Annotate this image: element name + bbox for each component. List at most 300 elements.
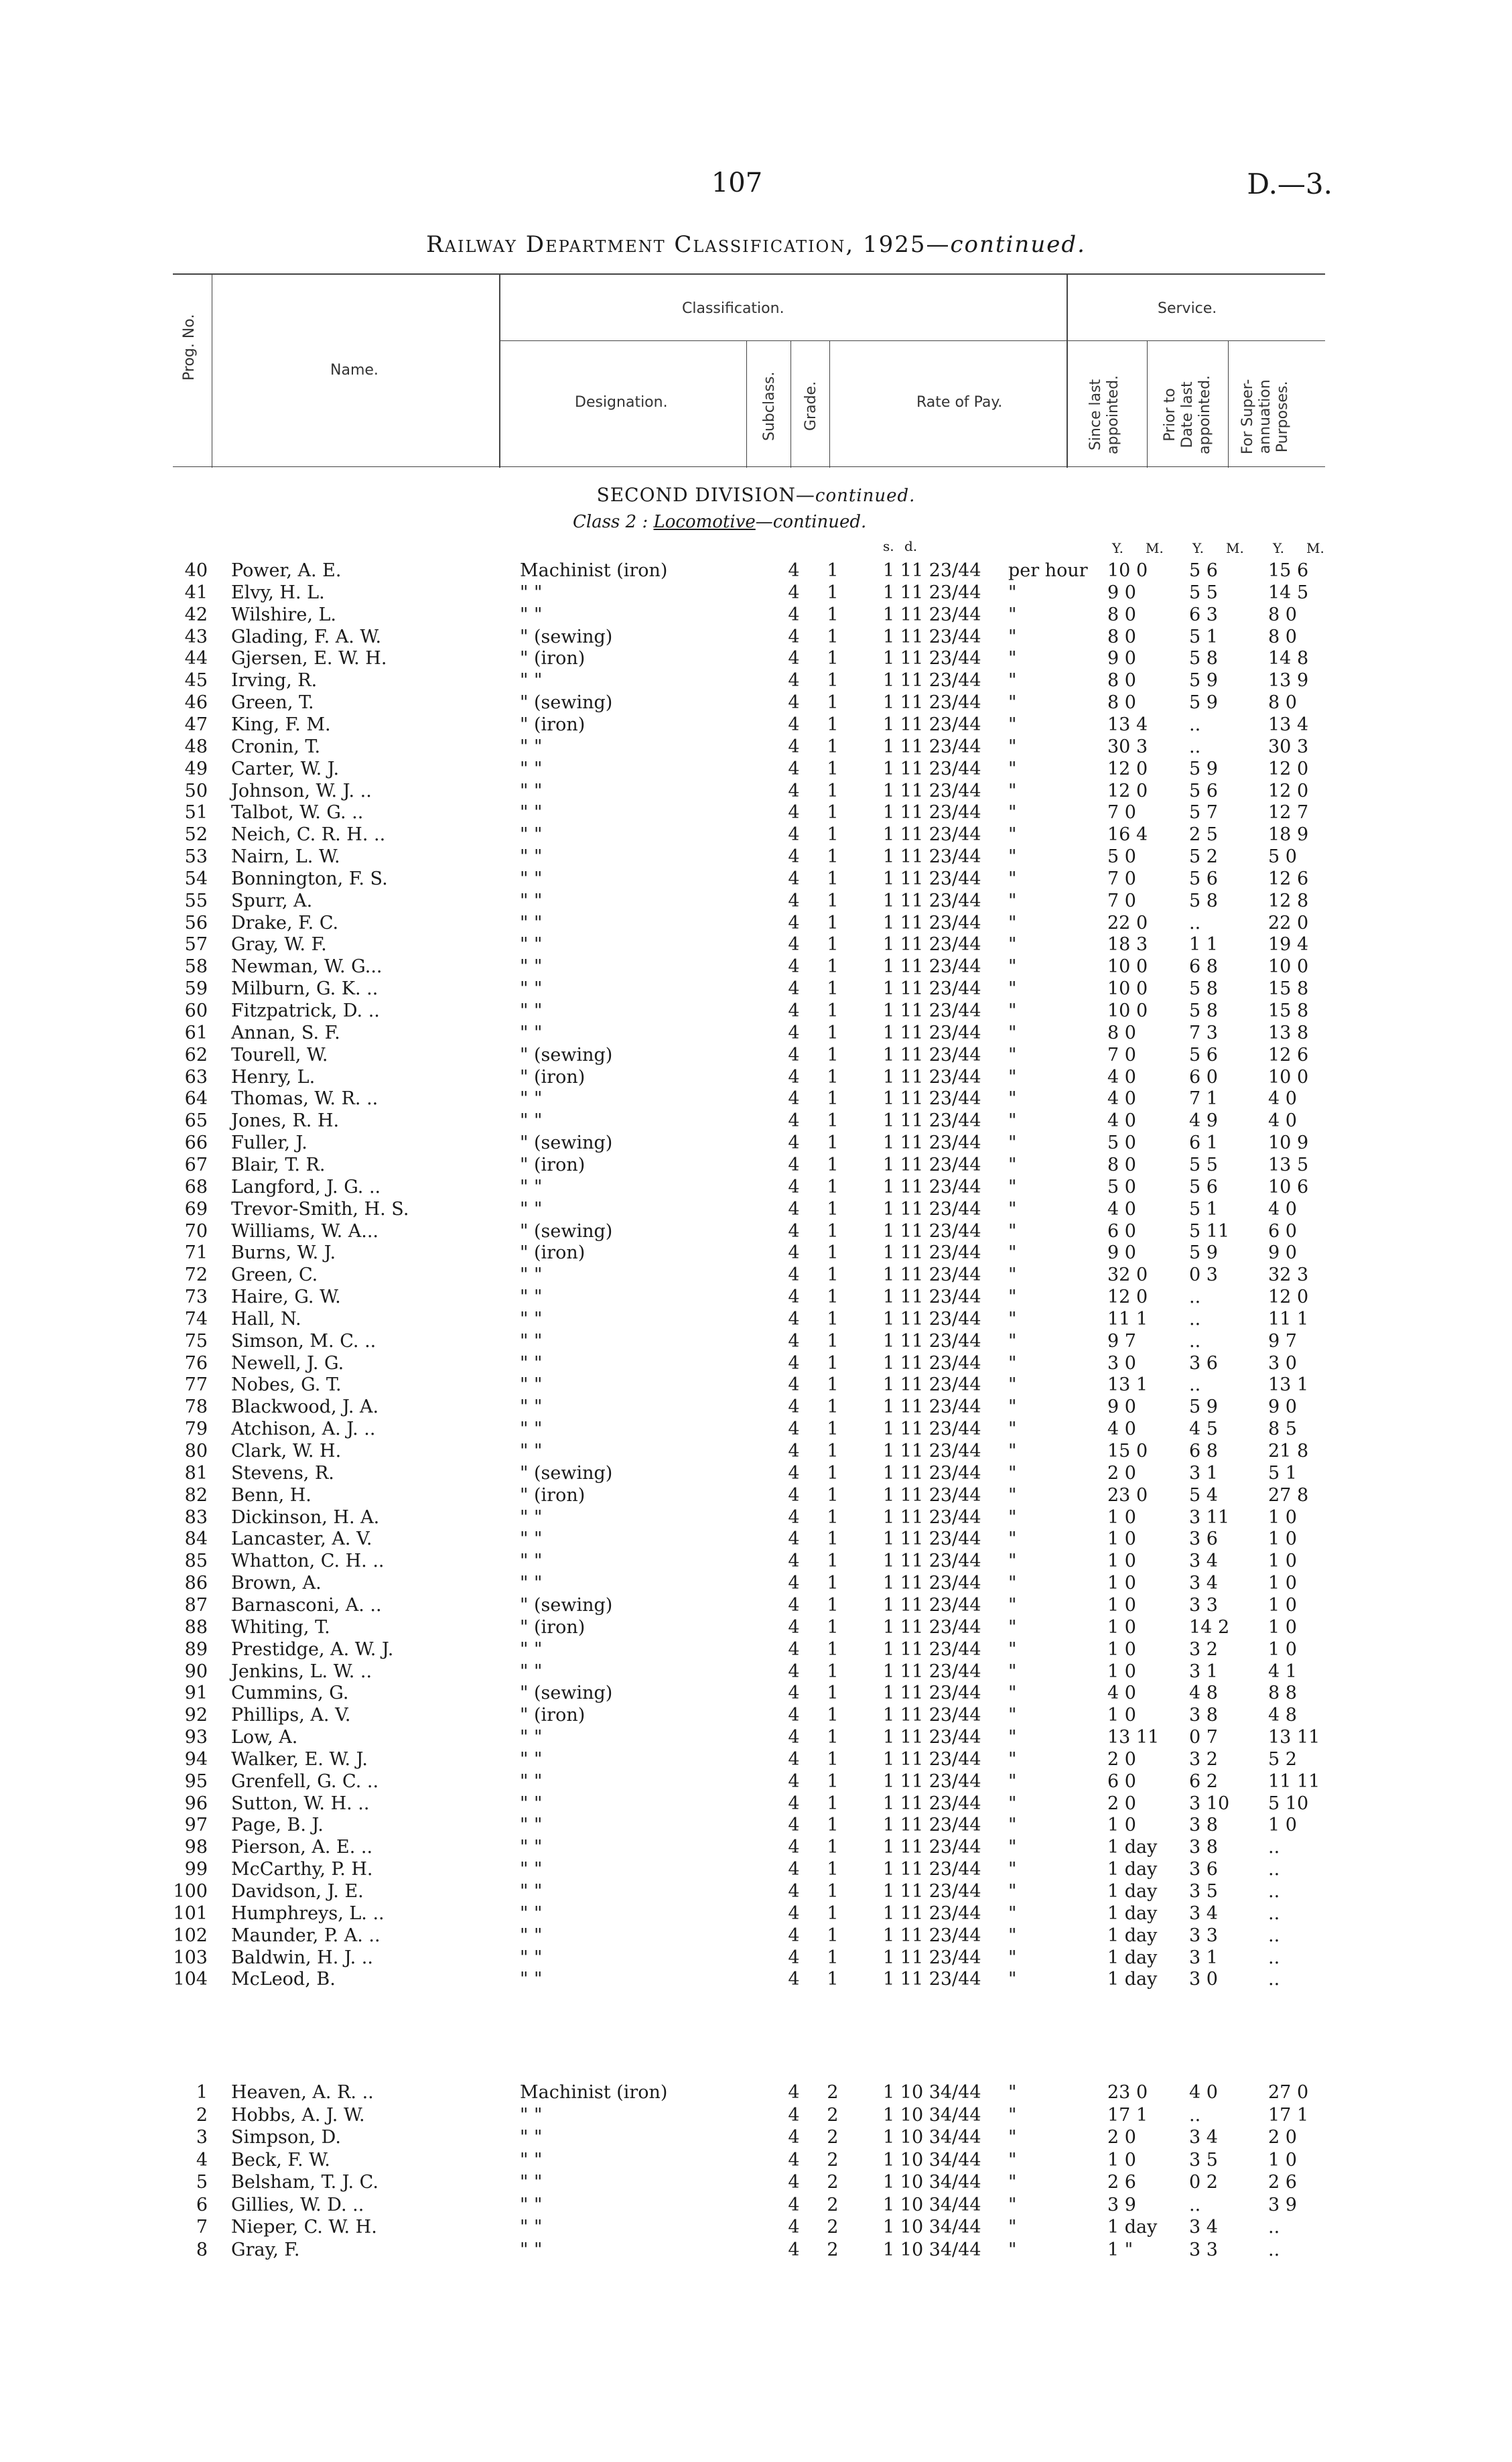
superannuation-cell: 13 8	[1268, 1022, 1309, 1043]
table-row	[0, 626, 1512, 648]
designation-cell: " "	[520, 1000, 543, 1021]
subclass-cell: 4	[788, 758, 800, 779]
table-row	[0, 1661, 1512, 1683]
prog-no-cell: 86	[184, 1573, 208, 1594]
rate-cell: 1 11 23/44	[883, 1947, 981, 1968]
prog-no-cell: 54	[184, 868, 208, 889]
rate-cell: 1 11 23/44	[883, 1969, 981, 1990]
prog-no-cell: 77	[184, 1374, 208, 1396]
prog-no-cell: 3	[196, 2127, 208, 2148]
designation-cell: " "	[520, 1330, 543, 1352]
subclass-cell: 4	[788, 714, 800, 735]
per-cell: "	[1008, 1265, 1017, 1286]
prior-cell: 5 6	[1189, 1176, 1218, 1197]
grade-cell: 1	[827, 1837, 839, 1858]
prior-cell: 3 2	[1189, 1638, 1218, 1660]
per-cell: "	[1008, 2127, 1017, 2148]
designation-cell: " "	[520, 1088, 543, 1110]
rate-cell: 1 10 34/44	[883, 2104, 981, 2126]
subclass-cell: 4	[788, 1265, 800, 1286]
rate-cell: 1 11 23/44	[883, 1044, 981, 1065]
rate-cell: 1 11 23/44	[883, 1441, 981, 1462]
superannuation-cell: 15 8	[1268, 1000, 1309, 1021]
since-last-cell: 2 0	[1107, 2127, 1136, 2148]
since-last-cell: 2 0	[1107, 1793, 1136, 1814]
since-last-cell: 8 0	[1107, 604, 1136, 625]
designation-cell: " "	[520, 1638, 543, 1660]
superannuation-cell: 32 3	[1268, 1265, 1309, 1286]
superannuation-cell: 10 0	[1268, 956, 1309, 978]
rate-cell: 1 10 34/44	[883, 2172, 981, 2193]
grade-cell: 1	[827, 1220, 839, 1242]
per-cell: "	[1008, 1727, 1017, 1748]
since-last-cell: 1 day	[1107, 2217, 1158, 2238]
superannuation-cell: 4 0	[1268, 1198, 1297, 1220]
header-designation: Designation.	[575, 394, 668, 411]
superannuation-cell: 12 0	[1268, 1287, 1309, 1308]
name-cell: Whatton, C. H. ..	[231, 1551, 385, 1572]
prior-cell: 3 2	[1189, 1748, 1218, 1770]
prior-cell: 5 6	[1189, 780, 1218, 801]
subclass-cell: 4	[788, 670, 800, 692]
grade-cell: 1	[827, 1506, 839, 1528]
name-cell: Fitzpatrick, D. ..	[231, 1000, 380, 1021]
subclass-cell: 4	[788, 1815, 800, 1836]
since-last-cell: 3 9	[1107, 2194, 1136, 2215]
title-main: Railway Department Classification, 1925—	[426, 231, 951, 258]
prog-no-cell: 52	[184, 824, 208, 846]
since-last-cell: 4 0	[1107, 1419, 1136, 1440]
grade-cell: 1	[827, 912, 839, 933]
grade-cell: 1	[827, 1022, 839, 1043]
grade-cell: 1	[827, 868, 839, 889]
name-cell: Prestidge, A. W. J.	[231, 1638, 394, 1660]
grade-cell: 1	[827, 582, 839, 603]
since-last-cell: 18 3	[1107, 934, 1148, 956]
prog-no-cell: 85	[184, 1551, 208, 1572]
superannuation-cell: 15 8	[1268, 978, 1309, 1000]
prior-cell: 4 9	[1189, 1110, 1218, 1132]
subclass-cell: 4	[788, 1859, 800, 1880]
rate-cell: 1 11 23/44	[883, 1748, 981, 1770]
table-row	[0, 2239, 1512, 2261]
grade-cell: 2	[827, 2239, 839, 2260]
prior-cell: 6 8	[1189, 1441, 1218, 1462]
since-last-cell: 8 0	[1107, 670, 1136, 692]
designation-cell: " (sewing)	[520, 626, 613, 647]
name-cell: Benn, H.	[231, 1484, 312, 1506]
prog-no-cell: 51	[184, 802, 208, 824]
prior-cell: 3 3	[1189, 1925, 1218, 1946]
prior-cell: 3 6	[1189, 1859, 1218, 1880]
grade-cell: 1	[827, 1594, 839, 1616]
prior-cell: 3 4	[1189, 1902, 1218, 1924]
since-last-cell: 1 day	[1107, 1947, 1158, 1968]
superannuation-cell: 13 5	[1268, 1154, 1309, 1175]
superannuation-cell: 2 0	[1268, 2127, 1297, 2148]
superannuation-cell: 1 0	[1268, 1573, 1297, 1594]
per-cell: "	[1008, 1484, 1017, 1506]
since-last-cell: 2 0	[1107, 1748, 1136, 1770]
prog-no-cell: 43	[184, 626, 208, 647]
table-row	[0, 1066, 1512, 1088]
prog-no-cell: 100	[173, 1881, 208, 1902]
superannuation-cell: 11 1	[1268, 1308, 1309, 1330]
table-row	[0, 1176, 1512, 1198]
superannuation-cell: 5 0	[1268, 846, 1297, 868]
per-cell: "	[1008, 978, 1017, 1000]
divider	[1067, 273, 1068, 468]
table-row	[0, 1528, 1512, 1550]
table-row	[0, 604, 1512, 626]
table-row	[0, 1440, 1512, 1462]
per-cell: "	[1008, 1793, 1017, 1814]
table-row	[0, 801, 1512, 824]
superannuation-cell: 10 6	[1268, 1176, 1309, 1197]
grade-cell: 1	[827, 1902, 839, 1924]
table-row	[0, 647, 1512, 669]
superannuation-cell: 6 0	[1268, 1220, 1297, 1242]
name-cell: Hobbs, A. J. W.	[231, 2104, 365, 2126]
prior-cell: 14 2	[1189, 1616, 1230, 1638]
prior-cell: 3 8	[1189, 1837, 1218, 1858]
subclass-cell: 4	[788, 2149, 800, 2171]
superannuation-cell: 1 0	[1268, 1616, 1297, 1638]
superannuation-cell: 12 0	[1268, 758, 1309, 779]
rate-cell: 1 11 23/44	[883, 1925, 981, 1946]
rate-cell: 1 11 23/44	[883, 1308, 981, 1330]
prog-no-cell: 6	[196, 2194, 208, 2215]
unit-years: Y.	[1273, 540, 1284, 556]
unit-months: M.	[1146, 540, 1164, 556]
since-last-cell: 17 1	[1107, 2104, 1148, 2126]
rate-cell: 1 11 23/44	[883, 1837, 981, 1858]
prog-no-cell: 49	[184, 758, 208, 779]
divider	[1147, 340, 1148, 468]
prior-cell: ..	[1189, 2194, 1201, 2215]
name-cell: Pierson, A. E. ..	[231, 1837, 373, 1858]
grade-cell: 1	[827, 1000, 839, 1021]
since-last-cell: 4 0	[1107, 1198, 1136, 1220]
unit-pence: d.	[904, 538, 918, 554]
since-last-cell: 1 day	[1107, 1881, 1158, 1902]
name-cell: Nobes, G. T.	[231, 1374, 342, 1396]
prog-no-cell: 1	[196, 2082, 208, 2103]
grade-cell: 1	[827, 1066, 839, 1088]
subclass-cell: 4	[788, 2172, 800, 2193]
name-cell: Green, C.	[231, 1265, 318, 1286]
prior-cell: ..	[1189, 1330, 1201, 1352]
prog-no-cell: 61	[184, 1022, 208, 1043]
name-cell: Johnson, W. J. ..	[231, 780, 372, 801]
prog-no-cell: 70	[184, 1220, 208, 1242]
per-cell: "	[1008, 1352, 1017, 1374]
table-row	[0, 933, 1512, 956]
subclass-cell: 4	[788, 846, 800, 868]
table-row	[0, 560, 1512, 582]
prior-cell: ..	[1189, 2104, 1201, 2126]
designation-cell: " "	[520, 2239, 543, 2260]
prior-cell: 5 8	[1189, 1000, 1218, 1021]
rate-cell: 1 11 23/44	[883, 1573, 981, 1594]
since-last-cell: 1 day	[1107, 1902, 1158, 1924]
prog-no-cell: 48	[184, 736, 208, 757]
prog-no-cell: 69	[184, 1198, 208, 1220]
per-cell: "	[1008, 1815, 1017, 1836]
per-cell: "	[1008, 846, 1017, 868]
per-cell: "	[1008, 736, 1017, 757]
header-top-rule	[173, 273, 1325, 275]
since-last-cell: 1 "	[1107, 2239, 1133, 2260]
designation-cell: " "	[520, 1110, 543, 1132]
subclass-cell: 4	[788, 2127, 800, 2148]
per-cell: "	[1008, 934, 1017, 956]
grade-cell: 1	[827, 1265, 839, 1286]
subclass-cell: 4	[788, 1154, 800, 1175]
grade-cell: 1	[827, 1330, 839, 1352]
prior-cell: 1 1	[1189, 934, 1218, 956]
subclass-cell: 4	[788, 1044, 800, 1065]
table-row	[0, 1264, 1512, 1286]
superannuation-cell: 9 0	[1268, 1242, 1297, 1264]
table-row	[0, 1968, 1512, 1990]
prog-no-cell: 82	[184, 1484, 208, 1506]
designation-cell: " "	[520, 1748, 543, 1770]
prior-cell: 5 8	[1189, 890, 1218, 911]
prior-cell: 5 8	[1189, 978, 1218, 1000]
per-cell: "	[1008, 692, 1017, 714]
table-row	[0, 1814, 1512, 1836]
subclass-cell: 4	[788, 1441, 800, 1462]
subclass-cell: 4	[788, 1022, 800, 1043]
rate-cell: 1 11 23/44	[883, 1198, 981, 1220]
name-cell: Low, A.	[231, 1727, 298, 1748]
prog-no-cell: 7	[196, 2217, 208, 2238]
per-cell: "	[1008, 1462, 1017, 1484]
grade-cell: 1	[827, 1242, 839, 1264]
rate-cell: 1 10 34/44	[883, 2149, 981, 2171]
subclass-cell: 4	[788, 868, 800, 889]
since-last-cell: 1 0	[1107, 1815, 1136, 1836]
superannuation-cell: 12 7	[1268, 802, 1309, 824]
name-cell: Stevens, R.	[231, 1462, 334, 1484]
grade-cell: 1	[827, 890, 839, 911]
superannuation-cell: 27 8	[1268, 1484, 1309, 1506]
subclass-cell: 4	[788, 1397, 800, 1418]
subclass-cell: 4	[788, 1198, 800, 1220]
subclass-cell: 4	[788, 1110, 800, 1132]
superannuation-cell: 19 4	[1268, 934, 1309, 956]
per-cell: "	[1008, 2082, 1017, 2103]
table-row	[0, 1000, 1512, 1022]
superannuation-cell: 3 9	[1268, 2194, 1297, 2215]
subclass-cell: 4	[788, 1881, 800, 1902]
superannuation-cell: 2 6	[1268, 2172, 1297, 2193]
subclass-cell: 4	[788, 1000, 800, 1021]
table-row	[0, 692, 1512, 714]
since-last-cell: 1 0	[1107, 1529, 1136, 1550]
rate-cell: 1 11 23/44	[883, 802, 981, 824]
subclass-cell: 4	[788, 1287, 800, 1308]
prog-no-cell: 8	[196, 2239, 208, 2260]
grade-cell: 1	[827, 1661, 839, 1682]
name-cell: Blackwood, J. A.	[231, 1397, 379, 1418]
subclass-cell: 4	[788, 1705, 800, 1726]
name-cell: Sutton, W. H. ..	[231, 1793, 370, 1814]
prog-no-cell: 63	[184, 1066, 208, 1088]
rate-cell: 1 11 23/44	[883, 1551, 981, 1572]
prog-no-cell: 98	[184, 1837, 208, 1858]
header-superannuation: For Super- annuation Purposes.	[1239, 379, 1291, 454]
rate-cell: 1 11 23/44	[883, 1022, 981, 1043]
designation-cell: " (sewing)	[520, 1132, 613, 1154]
grade-cell: 1	[827, 1748, 839, 1770]
prior-cell: ..	[1189, 1287, 1201, 1308]
table-row	[0, 1286, 1512, 1308]
prior-cell: 5 9	[1189, 692, 1218, 714]
prior-cell: 5 8	[1189, 648, 1218, 669]
per-cell: "	[1008, 582, 1017, 603]
per-cell: "	[1008, 802, 1017, 824]
grade-cell: 1	[827, 648, 839, 669]
prior-cell: 7 3	[1189, 1022, 1218, 1043]
unit-years: Y.	[1112, 540, 1123, 556]
prog-no-cell: 56	[184, 912, 208, 933]
grade-cell: 1	[827, 1352, 839, 1374]
superannuation-cell: 4 0	[1268, 1088, 1297, 1110]
subclass-cell: 4	[788, 582, 800, 603]
name-cell: Hall, N.	[231, 1308, 301, 1330]
grade-cell: 1	[827, 1308, 839, 1330]
per-cell: "	[1008, 1044, 1017, 1065]
since-last-cell: 1 0	[1107, 1705, 1136, 1726]
per-cell: "	[1008, 1748, 1017, 1770]
rate-cell: 1 11 23/44	[883, 1352, 981, 1374]
prog-no-cell: 55	[184, 890, 208, 911]
designation-cell: " (iron)	[520, 1705, 586, 1726]
prior-cell: 5 5	[1189, 1154, 1218, 1175]
designation-cell: " "	[520, 1529, 543, 1550]
rate-cell: 1 11 23/44	[883, 1638, 981, 1660]
prog-no-cell: 101	[173, 1902, 208, 1924]
table-row	[0, 1550, 1512, 1572]
designation-cell: " "	[520, 1859, 543, 1880]
prog-no-cell: 94	[184, 1748, 208, 1770]
class-continued: —continued.	[755, 512, 867, 532]
prior-cell: 0 7	[1189, 1727, 1218, 1748]
table-row	[0, 1330, 1512, 1352]
grade-cell: 1	[827, 758, 839, 779]
superannuation-cell: 30 3	[1268, 736, 1309, 757]
per-cell: "	[1008, 758, 1017, 779]
name-cell: Thomas, W. R. ..	[231, 1088, 379, 1110]
superannuation-cell: 12 8	[1268, 890, 1309, 911]
table-row	[0, 1858, 1512, 1880]
header-since-last: Since last appointed.	[1087, 375, 1121, 454]
per-cell: "	[1008, 912, 1017, 933]
rate-cell: 1 11 23/44	[883, 1176, 981, 1197]
since-last-cell: 9 0	[1107, 648, 1136, 669]
table-row	[0, 1022, 1512, 1044]
prior-cell: 3 8	[1189, 1815, 1218, 1836]
prog-no-cell: 2	[196, 2104, 208, 2126]
grade-cell: 1	[827, 1616, 839, 1638]
table-row	[0, 1770, 1512, 1793]
rate-cell: 1 11 23/44	[883, 736, 981, 757]
name-cell: Gillies, W. D. ..	[231, 2194, 364, 2215]
table-row	[0, 2126, 1512, 2148]
prog-no-cell: 46	[184, 692, 208, 714]
rate-cell: 1 11 23/44	[883, 846, 981, 868]
prior-cell: 5 9	[1189, 1397, 1218, 1418]
designation-cell: " "	[520, 1793, 543, 1814]
prior-cell: 3 10	[1189, 1793, 1230, 1814]
designation-cell: " "	[520, 780, 543, 801]
rate-cell: 1 11 23/44	[883, 1770, 981, 1792]
designation-cell: " "	[520, 604, 543, 625]
subclass-cell: 4	[788, 736, 800, 757]
rate-cell: 1 11 23/44	[883, 1661, 981, 1682]
subclass-cell: 4	[788, 1770, 800, 1792]
table-row	[0, 1594, 1512, 1616]
superannuation-cell: 1 0	[1268, 1815, 1297, 1836]
designation-cell: " "	[520, 934, 543, 956]
table-row	[0, 978, 1512, 1000]
since-last-cell: 12 0	[1107, 1287, 1148, 1308]
name-cell: Power, A. E.	[231, 560, 342, 581]
per-cell: "	[1008, 1374, 1017, 1396]
since-last-cell: 5 0	[1107, 1132, 1136, 1154]
name-cell: Wilshire, L.	[231, 604, 336, 625]
table-row	[0, 2081, 1512, 2103]
rate-cell: 1 11 23/44	[883, 1220, 981, 1242]
rate-cell: 1 11 23/44	[883, 1506, 981, 1528]
subclass-cell: 4	[788, 1462, 800, 1484]
name-cell: Green, T.	[231, 692, 314, 714]
designation-cell: " (sewing)	[520, 1594, 613, 1616]
rate-cell: 1 11 23/44	[883, 1902, 981, 1924]
designation-cell: " "	[520, 1441, 543, 1462]
superannuation-cell: 8 5	[1268, 1419, 1297, 1440]
subclass-cell: 4	[788, 956, 800, 978]
per-cell: "	[1008, 824, 1017, 846]
superannuation-cell: ..	[1268, 1969, 1280, 1990]
per-cell: "	[1008, 2149, 1017, 2171]
designation-cell: " "	[520, 2104, 543, 2126]
since-last-cell: 1 0	[1107, 1616, 1136, 1638]
grade-cell: 1	[827, 1088, 839, 1110]
subclass-cell: 4	[788, 824, 800, 846]
grade-cell: 1	[827, 824, 839, 846]
name-cell: Dickinson, H. A.	[231, 1506, 380, 1528]
since-last-cell: 10 0	[1107, 560, 1148, 581]
subclass-cell: 4	[788, 2239, 800, 2260]
name-cell: Talbot, W. G. ..	[231, 802, 364, 824]
grade-cell: 1	[827, 1815, 839, 1836]
prior-cell: 3 3	[1189, 2239, 1218, 2260]
prior-cell: 6 1	[1189, 1132, 1218, 1154]
superannuation-cell: 17 1	[1268, 2104, 1309, 2126]
per-cell: "	[1008, 1683, 1017, 1704]
rate-cell: 1 11 23/44	[883, 604, 981, 625]
superannuation-cell: 10 0	[1268, 1066, 1309, 1088]
prog-no-cell: 41	[184, 582, 208, 603]
superannuation-cell: 4 8	[1268, 1705, 1297, 1726]
designation-cell: " "	[520, 1352, 543, 1374]
designation-cell: " "	[520, 802, 543, 824]
superannuation-cell: ..	[1268, 1859, 1280, 1880]
per-cell: "	[1008, 1242, 1017, 1264]
